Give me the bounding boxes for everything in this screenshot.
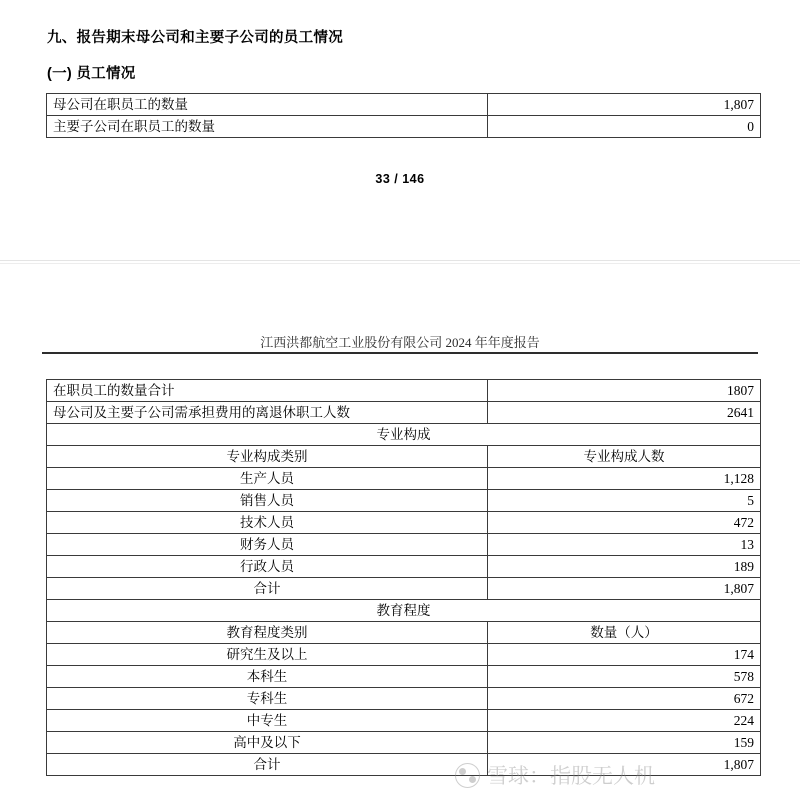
row-label: 中专生 bbox=[47, 710, 488, 732]
column-header-value: 专业构成人数 bbox=[488, 446, 761, 468]
row-value: 1,807 bbox=[488, 754, 761, 776]
table-row bbox=[47, 732, 761, 754]
row-value: 0 bbox=[488, 116, 761, 138]
row-label: 行政人员 bbox=[47, 556, 488, 578]
row-label: 本科生 bbox=[47, 666, 488, 688]
table-row bbox=[47, 666, 761, 688]
table-row bbox=[47, 94, 761, 116]
document-header: 江西洪都航空工业股份有限公司 2024 年年度报告 bbox=[260, 335, 540, 350]
row-value: 578 bbox=[488, 666, 761, 688]
row-label: 母公司在职员工的数量 bbox=[47, 94, 488, 116]
row-value: 1,128 bbox=[488, 468, 761, 490]
section-title: 教育程度 bbox=[47, 600, 761, 622]
page-edge-bottom bbox=[0, 263, 800, 264]
table-row bbox=[47, 380, 761, 402]
row-label: 研究生及以上 bbox=[47, 644, 488, 666]
row-value: 189 bbox=[488, 556, 761, 578]
table-row bbox=[47, 116, 761, 138]
table-row bbox=[47, 644, 761, 666]
column-header-row bbox=[47, 446, 761, 468]
section-header-row bbox=[47, 424, 761, 446]
table-row bbox=[47, 468, 761, 490]
table-row-total bbox=[47, 754, 761, 776]
row-label: 专科生 bbox=[47, 688, 488, 710]
row-value: 224 bbox=[488, 710, 761, 732]
watermark-text: 雪球：指股无人机 bbox=[487, 765, 655, 788]
table-row bbox=[47, 556, 761, 578]
row-value: 13 bbox=[488, 534, 761, 556]
table-row-total bbox=[47, 578, 761, 600]
row-label: 技术人员 bbox=[47, 512, 488, 534]
column-header-row bbox=[47, 622, 761, 644]
row-value: 5 bbox=[488, 490, 761, 512]
row-label: 销售人员 bbox=[47, 490, 488, 512]
column-header-value: 数量（人） bbox=[488, 622, 761, 644]
table-row bbox=[47, 688, 761, 710]
row-label: 在职员工的数量合计 bbox=[47, 380, 488, 402]
row-label: 合计 bbox=[47, 578, 488, 600]
row-value: 2641 bbox=[488, 402, 761, 424]
row-value: 472 bbox=[488, 512, 761, 534]
document-page-1 bbox=[0, 0, 800, 262]
table-row bbox=[47, 710, 761, 732]
row-value: 1,807 bbox=[488, 578, 761, 600]
table-row bbox=[47, 490, 761, 512]
row-value: 1807 bbox=[488, 380, 761, 402]
subsection-title: (一) 员工情况 bbox=[47, 66, 136, 82]
page-title: 九、报告期末母公司和主要子公司的员工情况 bbox=[47, 30, 343, 46]
employee-count-table bbox=[46, 93, 761, 138]
row-label: 母公司及主要子公司需承担费用的离退休职工人数 bbox=[47, 402, 488, 424]
row-label: 合计 bbox=[47, 754, 488, 776]
column-header-label: 教育程度类别 bbox=[47, 622, 488, 644]
table-row bbox=[47, 402, 761, 424]
header-rule bbox=[42, 352, 758, 354]
page-edge-top bbox=[0, 260, 800, 261]
row-value: 1,807 bbox=[488, 94, 761, 116]
row-value: 174 bbox=[488, 644, 761, 666]
table-row bbox=[47, 534, 761, 556]
page-separator bbox=[0, 255, 800, 266]
column-header-label: 专业构成类别 bbox=[47, 446, 488, 468]
section-title: 专业构成 bbox=[47, 424, 761, 446]
row-label: 主要子公司在职员工的数量 bbox=[47, 116, 488, 138]
table-row bbox=[47, 512, 761, 534]
row-value: 159 bbox=[488, 732, 761, 754]
section-header-row bbox=[47, 600, 761, 622]
row-value: 672 bbox=[488, 688, 761, 710]
row-label: 生产人员 bbox=[47, 468, 488, 490]
row-label: 高中及以下 bbox=[47, 732, 488, 754]
employee-composition-table bbox=[46, 379, 761, 776]
page-number: 33 / 146 bbox=[375, 172, 425, 186]
row-label: 财务人员 bbox=[47, 534, 488, 556]
